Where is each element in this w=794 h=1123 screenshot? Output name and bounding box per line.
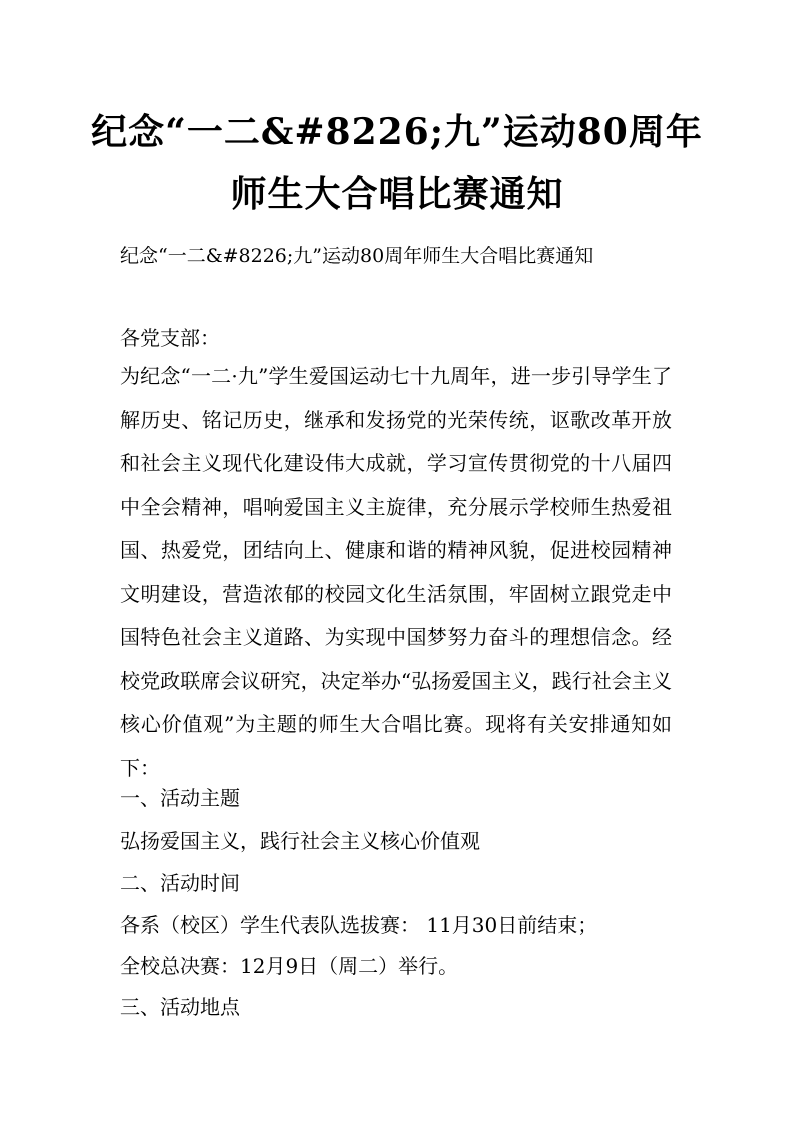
greeting: 各党支部：	[120, 326, 220, 350]
section-3-heading: 三、活动地点	[120, 995, 240, 1019]
section-1-heading: 一、活动主题	[120, 786, 240, 810]
section-2-line-1: 各系（校区）学生代表队选拔赛： 11月30日前结束；	[120, 913, 598, 937]
document-title-line-1: 纪念“一二&#8226;九”运动80周年	[91, 111, 703, 153]
section-2-line-2: 全校总决赛：12月9日（周二）举行。	[120, 954, 459, 978]
body-paragraph-block	[120, 355, 672, 790]
section-1-text: 弘扬爱国主义，践行社会主义核心价值观	[120, 829, 480, 853]
section-2-heading: 二、活动时间	[120, 871, 240, 895]
document-subtitle: 纪念“一二&#8226;九”运动80周年师生大合唱比赛通知	[120, 245, 594, 267]
document-title-line-2: 师生大合唱比赛通知	[230, 173, 564, 215]
body-paragraph: 为纪念“一二·九”学生爱国运动七十九周年，进一步引导学生了解历史、铭记历史，继承和发扬党的光荣传统，讴歌改革开放和社会主义现代化建设伟大成就，学习宣传贯彻党的十八届四中全会精神，唱响爱国主义主旋律，充分展示学校师生热爱祖国、热爱党，团结向上、健康和谐的精神风貌，促进校园精神文明建设，营造浓郁的校园文化生活氛围，牢固树立跟党走中国特色社会主义道路、为实现中国梦努力奋斗的理想信念。经校党政联席会议研究，决定举办“弘扬爱国主义，践行社会主义核心价值观”为主题的师生大合唱比赛。现将有关安排通知如下：	[120, 364, 672, 780]
